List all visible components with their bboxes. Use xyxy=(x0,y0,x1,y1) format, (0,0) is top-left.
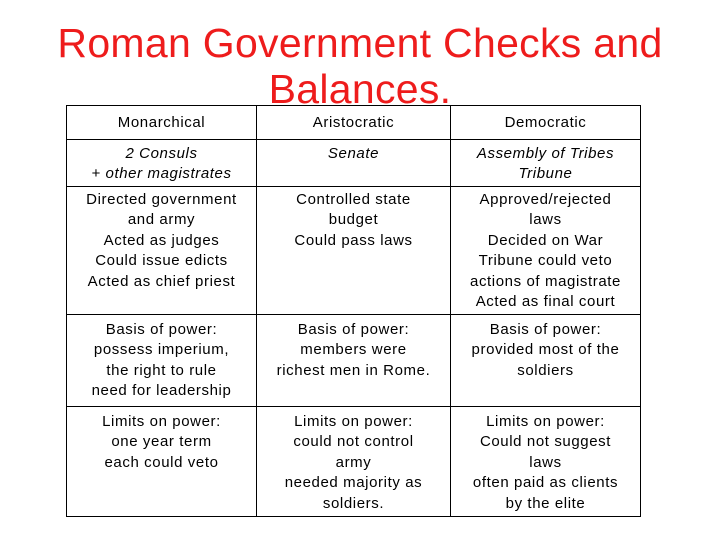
cell-line: army xyxy=(335,453,372,471)
cell-line: Could not suggest xyxy=(479,433,612,451)
table-cell xyxy=(257,315,451,407)
cell-line: often paid as clients xyxy=(472,474,619,492)
page-title: Roman Government Checks and Balances. xyxy=(57,20,663,112)
government-table xyxy=(66,105,641,517)
cell-line: Directed government xyxy=(86,191,237,208)
cell-line: soldiers. xyxy=(322,494,385,512)
cell-line: richest men in Rome. xyxy=(276,361,431,379)
cell-line: needed majority as xyxy=(284,474,423,492)
cell-line: Assembly of Tribes xyxy=(476,145,615,162)
cell-line: + other magistrates xyxy=(91,165,232,183)
cell-line: Acted as judges xyxy=(103,231,220,249)
cell-line: and army xyxy=(127,211,196,229)
table-row xyxy=(67,315,641,407)
table-cell xyxy=(257,187,451,315)
cell-line: actions of magistrate xyxy=(470,272,621,290)
cell-line: Tribune could veto xyxy=(478,252,613,270)
cell-line: Tribune xyxy=(518,165,573,183)
cell-line: each could veto xyxy=(104,453,219,471)
table-row xyxy=(67,407,641,517)
column-header-aristocratic: Aristocratic xyxy=(257,106,451,140)
table-cell xyxy=(257,407,451,517)
cell-line: could not control xyxy=(293,433,414,451)
cell-line: Could pass laws xyxy=(294,231,413,249)
table-header-row xyxy=(67,106,641,140)
cell-line: possess imperium, xyxy=(93,341,230,359)
cell-line: members were xyxy=(300,341,407,359)
cell-line: Senate xyxy=(327,145,380,162)
table-cell xyxy=(67,315,257,407)
cell-line: Controlled state xyxy=(296,191,411,208)
table-cell xyxy=(451,140,641,187)
cell-line: soldiers xyxy=(517,361,574,379)
table-cell xyxy=(451,407,641,517)
cell-line: Basis of power: xyxy=(105,321,218,338)
cell-line: Decided on War xyxy=(487,231,604,249)
table-cell xyxy=(67,140,257,187)
cell-line: Could issue edicts xyxy=(95,252,228,270)
cell-line: by the elite xyxy=(505,494,586,512)
cell-line: one year term xyxy=(111,433,212,451)
cell-line: provided most of the xyxy=(471,341,620,359)
cell-line: Basis of power: xyxy=(297,321,410,338)
column-header-monarchical: Monarchical xyxy=(67,106,257,140)
cell-line: budget xyxy=(328,211,379,229)
table-cell xyxy=(67,407,257,517)
table-row xyxy=(67,187,641,315)
cell-line: laws xyxy=(529,211,562,229)
cell-line: Acted as chief priest xyxy=(87,272,236,290)
cell-line: Limits on power: xyxy=(486,413,605,430)
cell-line: need for leadership xyxy=(91,382,232,400)
cell-line: Limits on power: xyxy=(294,413,413,430)
table-cell xyxy=(451,315,641,407)
table-cell xyxy=(257,140,451,187)
table-row xyxy=(67,140,641,187)
cell-line: Basis of power: xyxy=(489,321,602,338)
column-header-democratic: Democratic xyxy=(451,106,641,140)
cell-line: Limits on power: xyxy=(102,413,221,430)
table-cell xyxy=(451,187,641,315)
cell-line: laws xyxy=(529,453,562,471)
cell-line: Acted as final court xyxy=(475,293,616,311)
cell-line: Approved/rejected xyxy=(479,191,612,208)
table-cell xyxy=(67,187,257,315)
cell-line: 2 Consuls xyxy=(125,145,198,162)
cell-line: the right to rule xyxy=(106,361,217,379)
